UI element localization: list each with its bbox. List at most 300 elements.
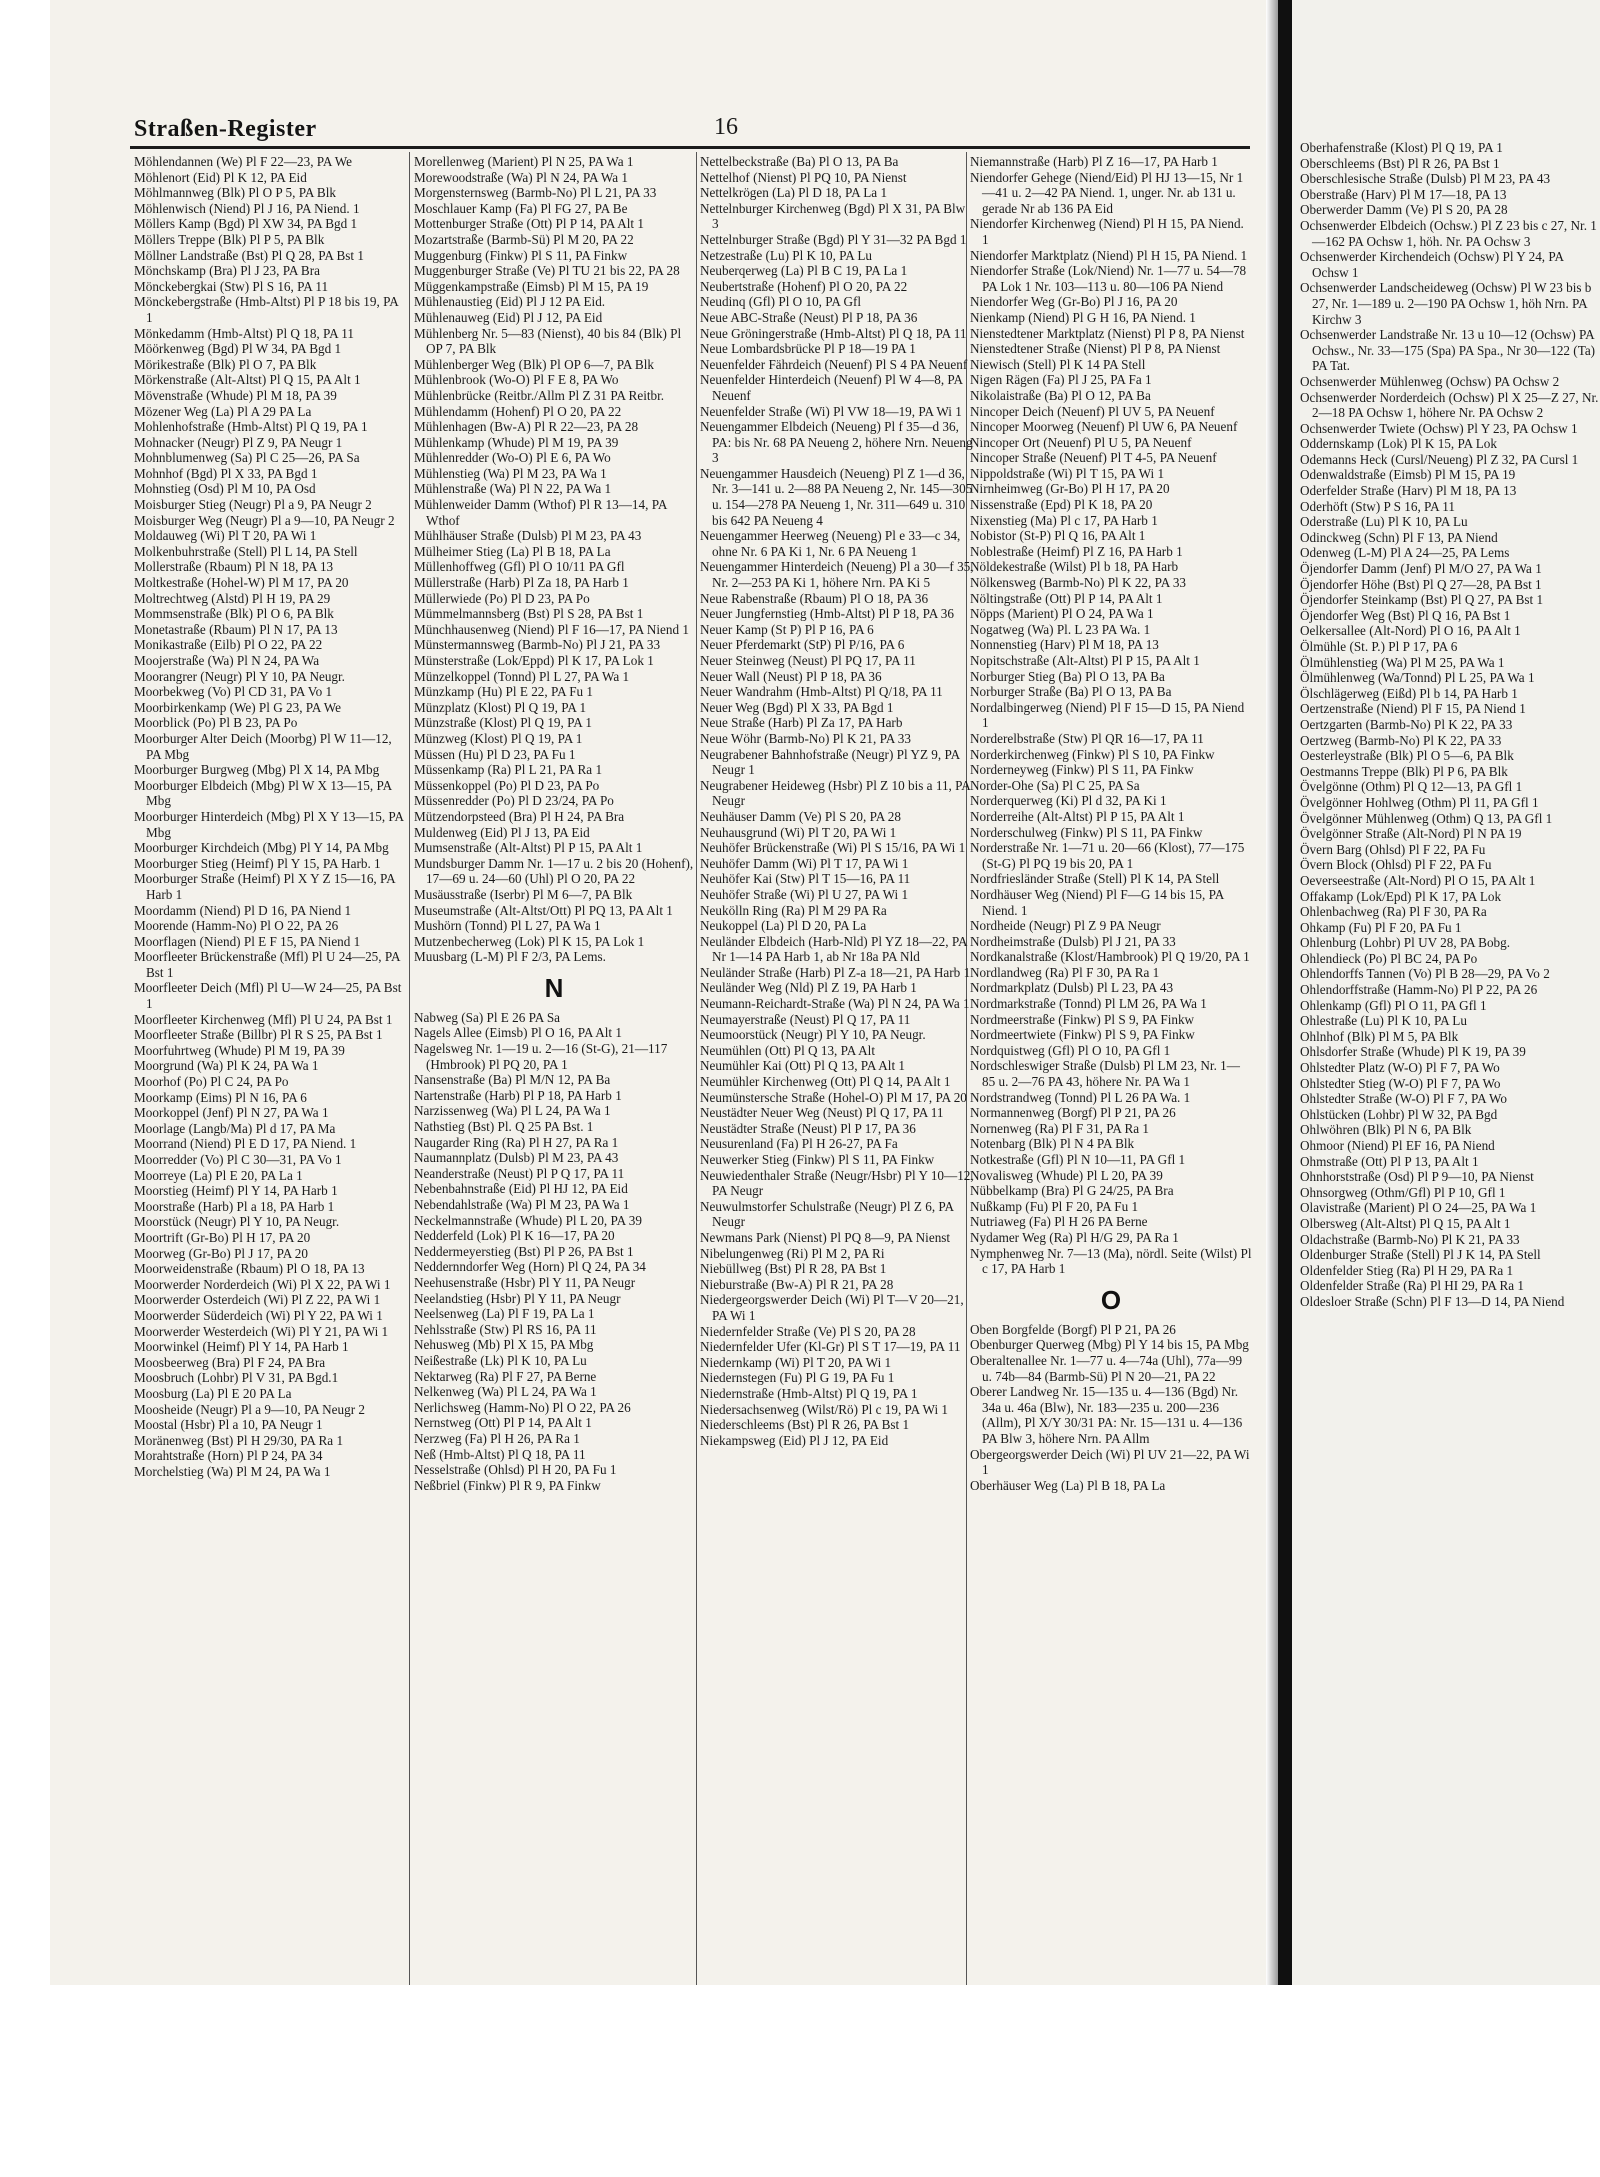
street-entry: Nedderfeld (Lok) Pl K 16—17, PA 20 (414, 1228, 615, 1244)
street-entry: Övelgönne (Othm) Pl Q 12—13, PA Gfl 1 (1300, 779, 1523, 795)
street-entry: Neuländer Elbdeich (Harb-Nld) Pl YZ 18—22, PA Nr 1—14 PA Harb 1, ab Nr 18a PA Nld (700, 933, 967, 965)
street-entry: Neuländer Straße (Harb) Pl Z-a 18—21, PA Harb 1 (700, 964, 971, 980)
street-entry: Norderquerweg (Ki) Pl d 32, PA Ki 1 (970, 793, 1167, 809)
street-entry: Moorstieg (Heimf) Pl Y 14, PA Harb 1 (134, 1183, 338, 1199)
street-entry: Moltrechtweg (Alstd) Pl H 19, PA 29 (134, 590, 331, 606)
street-entry: Nebendahlstraße (Wa) Pl M 23, PA Wa 1 (414, 1197, 630, 1212)
street-entry: Neuer Weg (Bgd) Pl X 33, PA Bgd 1 (700, 699, 894, 715)
street-entry: Niedergeorgswerder Deich (Wi) Pl T—V 20—21, PA Wi 1 (700, 1292, 964, 1323)
street-entry: Nordfriesländer Straße (Stell) Pl K 14, PA Stell (970, 871, 1220, 887)
street-entry: Moorbekweg (Vo) Pl CD 31, PA Vo 1 (134, 684, 333, 700)
street-entry: Moorhof (Po) Pl C 24, PA Po (134, 1074, 289, 1090)
street-entry: Ohlstedter Platz (W-O) Pl F 7, PA Wo (1300, 1060, 1500, 1076)
street-entry: Mozartstraße (Barmb-Sü) Pl M 20, PA 22 (414, 231, 634, 247)
street-entry: Müssenkoppel (Po) Pl D 23, PA Po (414, 777, 600, 793)
street-entry: Neuwiedenthaler Straße (Neugr/Hsbr) Pl Y 10—12, PA Neugr (700, 1167, 974, 1199)
street-entry: Neuengammer Hausdeich (Neueng) Pl Z 1—d 36, Nr. 3—141 u. 2—88 PA Neueng 2, Nr. 145—305 u. 154—278 PA Neueng 1, Nr. 311—649 u. 310 bis 642 PA Neueng 4 (700, 465, 973, 528)
street-entry: Münchhausenweg (Niend) Pl F 16—17, PA Niend 1 (414, 621, 689, 637)
street-entry: Neue Straße (Harb) Pl Za 17, PA Harb (700, 715, 903, 731)
street-entry: Nordmarkstraße (Tonnd) Pl LM 26, PA Wa 1 (970, 996, 1207, 1012)
street-entry: Neuer Steinweg (Neust) Pl PQ 17, PA 11 (700, 653, 916, 668)
street-entry: Moisburger Weg (Neugr) Pl a 9—10, PA Neugr 2 (134, 512, 395, 528)
street-entry: Mühlenweider Damm (Wthof) Pl R 13—14, PA Wthof (414, 497, 667, 528)
street-entry: Nathstieg (Bst) Pl. Q 25 PA Bst. 1 (414, 1119, 594, 1135)
street-entry: Oldenfelder Stieg (Ra) Pl H 29, PA Ra 1 (1300, 1262, 1514, 1278)
street-entry: Oberhafenstraße (Klost) Pl Q 19, PA 1 (1300, 140, 1503, 155)
street-entry: Moosburg (La) Pl E 20 PA La (134, 1385, 292, 1401)
street-entry: Möhlmannweg (Blk) Pl O P 5, PA Blk (134, 185, 336, 201)
street-entry: Nordkanalstraße (Klost/Hambrook) Pl Q 19/20, PA 1 (970, 949, 1250, 965)
street-entry: Nincoper Moorweg (Neuenf) Pl UW 6, PA Neuenf (970, 419, 1238, 435)
street-entry: Morgensternsweg (Barmb-No) Pl L 21, PA 33 (414, 185, 657, 201)
street-entry: Neanderstraße (Neust) Pl P Q 17, PA 11 (414, 1165, 625, 1181)
street-entry: Ochsenwerder Elbdeich (Ochsw.) Pl Z 23 bis c 27, Nr. 1—162 PA Ochsw 1, höh. Nr. PA Ochsw 3 (1300, 217, 1597, 249)
street-entry: Oldachstraße (Barmb-No) Pl K 21, PA 33 (1300, 1231, 1520, 1247)
street-entry: Ochsenwerder Norderdeich (Ochsw) Pl X 25—Z 27, Nr. 2—18 PA Ochsw 1, höhere Nr. PA Ochsw 2 (1300, 389, 1599, 421)
street-entry: Nordmeertwiete (Finkw) Pl S 9, PA Finkw (970, 1027, 1195, 1043)
street-entry: Nigen Rägen (Fa) Pl J 25, PA Fa 1 (970, 372, 1152, 388)
street-entry: Nöldekestraße (Wilst) Pl b 18, PA Harb (970, 559, 1179, 575)
street-entry: Mörkenstraße (Alt-Altst) Pl Q 15, PA Alt 1 (134, 372, 361, 388)
street-entry: Nettelhof (Nienst) Pl PQ 10, PA Nienst (700, 169, 907, 185)
street-entry: Moorburger Burgweg (Mbg) Pl X 14, PA Mbg (134, 762, 380, 778)
street-entry: Mönckebergstraße (Hmb-Altst) Pl P 18 bis 19, PA 1 (134, 294, 398, 325)
street-entry: Moosbruch (Lohbr) Pl V 31, PA Bgd.1 (134, 1370, 339, 1386)
column-3 (700, 154, 974, 1989)
street-entry: Olavistraße (Marient) Pl O 24—25, PA Wa 1 (1300, 1200, 1537, 1216)
street-entry: Ohmstraße (Ott) Pl P 13, PA Alt 1 (1300, 1153, 1479, 1169)
column-1 (134, 154, 406, 1989)
street-entry: Nernstweg (Ott) Pl P 14, PA Alt 1 (414, 1415, 592, 1431)
street-entry: Novalisweg (Whude) Pl L 20, PA 39 (970, 1167, 1163, 1183)
street-entry: Morahtstraße (Horn) Pl P 24, PA 34 (134, 1448, 323, 1464)
street-entry: Oberwerder Damm (Ve) Pl S 20, PA 28 (1300, 202, 1508, 218)
street-entry: Mönkedamm (Hmb-Altst) Pl Q 18, PA 11 (134, 325, 354, 341)
street-entry: Neue Gröningerstraße (Hmb-Altst) Pl Q 18, PA 11 (700, 325, 967, 341)
street-entry: Müssenkamp (Ra) Pl L 21, PA Ra 1 (414, 762, 603, 778)
street-entry: Oderfelder Straße (Harv) Pl M 18, PA 13 (1300, 483, 1517, 499)
street-entry: Molkenbuhrstraße (Stell) Pl L 14, PA Stell (134, 543, 358, 559)
street-entry: Ohnsorgweg (Othm/Gfl) Pl P 10, Gfl 1 (1300, 1184, 1506, 1200)
street-entry: Monetastraße (Rbaum) Pl N 17, PA 13 (134, 621, 338, 637)
street-entry: Nymphenweg Nr. 7—13 (Ma), nördl. Seite (Wilst) Pl c 17, PA Harb 1 (970, 1245, 1252, 1277)
street-entry: Neumühler Kai (Ott) Pl Q 13, PA Alt 1 (700, 1058, 906, 1074)
street-entry: Moorfleeter Brückenstraße (Mfl) Pl U 24—25, PA Bst 1 (134, 949, 400, 980)
street-entry: Neustädter Neuer Weg (Neust) Pl Q 17, PA 11 (700, 1105, 944, 1121)
street-entry: Niederschleems (Bst) Pl R 26, PA Bst 1 (700, 1417, 910, 1433)
street-entry: Neuländer Weg (Nld) Pl Z 19, PA Harb 1 (700, 980, 917, 996)
scan-margin-left (0, 0, 50, 2177)
street-entry: Nehusweg (Mb) Pl X 15, PA Mbg (414, 1337, 594, 1353)
street-entry: Ohlenbachweg (Ra) Pl F 30, PA Ra (1300, 904, 1487, 920)
street-entry: Mushörn (Tonnd) Pl L 27, PA Wa 1 (414, 918, 601, 934)
street-entry: Münzweg (Klost) Pl Q 19, PA 1 (414, 730, 583, 746)
street-entry: Münzkamp (Hu) Pl E 22, PA Fu 1 (414, 684, 594, 700)
street-entry: Moosheide (Neugr) Pl a 9—10, PA Neugr 2 (134, 1401, 366, 1417)
street-entry: Nobistor (St-P) Pl Q 16, PA Alt 1 (970, 528, 1146, 544)
street-entry: Muggenburger Straße (Ve) Pl TU 21 bis 22, PA 28 (414, 263, 680, 279)
street-entry: Oben Borgfelde (Borgf) Pl P 21, PA 26 (970, 1321, 1176, 1337)
street-entry: Mühlenkamp (Whude) Pl M 19, PA 39 (414, 434, 619, 450)
street-entry: Ohmoor (Niend) Pl EF 16, PA Niend (1300, 1138, 1495, 1153)
street-entry: Neusurenland (Fa) Pl H 26-27, PA Fa (700, 1136, 898, 1152)
street-entry: Ochsenwerder Landscheideweg (Ochsw) Pl W 23 bis b 27, Nr. 1—189 u. 2—190 PA Ochsw 1, höh Nrn. PA Kirchw 3 (1300, 280, 1592, 327)
street-entry: Ohlstedter Stieg (W-O) Pl F 7, PA Wo (1300, 1075, 1501, 1091)
street-entry: Ölmühle (St. P.) Pl P 17, PA 6 (1300, 639, 1458, 654)
street-entry: Naugarder Ring (Ra) Pl H 27, PA Ra 1 (414, 1134, 619, 1150)
street-entry: Moorwerder Osterdeich (Wi) Pl Z 22, PA Wi 1 (134, 1292, 381, 1308)
street-entry: Ohlendorffstraße (Hamm-No) Pl P 22, PA 26 (1300, 982, 1538, 998)
street-entry: Nabweg (Sa) Pl E 26 PA Sa (414, 1009, 561, 1025)
street-entry: Neumayerstraße (Neust) Pl Q 17, PA 11 (700, 1011, 911, 1027)
street-entry: Nordheimstraße (Dulsb) Pl J 21, PA 33 (970, 933, 1176, 949)
street-entry: Moorflagen (Niend) Pl E F 15, PA Niend 1 (134, 933, 361, 949)
street-entry: Niemannstraße (Harb) Pl Z 16—17, PA Harb 1 (970, 154, 1218, 169)
street-entry: Ohkamp (Fu) Pl F 20, PA Fu 1 (1300, 919, 1462, 935)
street-entry: Müllerwiede (Po) Pl D 23, PA Po (414, 590, 590, 606)
street-entry: Ohlsdorfer Straße (Whude) Pl K 19, PA 39 (1300, 1044, 1526, 1060)
street-entry: Nincoper Deich (Neuenf) Pl UV 5, PA Neuenf (970, 403, 1215, 419)
street-entry: Niedernstegen (Fu) Pl G 19, PA Fu 1 (700, 1370, 895, 1386)
column-5-cropped (1300, 140, 1600, 1975)
street-entry: Moostal (Hsbr) Pl a 10, PA Neugr 1 (134, 1417, 323, 1433)
street-entry: Ohlenkamp (Gfl) Pl O 11, PA Gfl 1 (1300, 997, 1487, 1013)
street-entry: Neugrabener Heideweg (Hsbr) Pl Z 10 bis a 11, PA Neugr (700, 777, 971, 809)
page-title: Straßen-Register (134, 116, 317, 142)
street-entry: Monikastraße (Eilb) Pl O 22, PA 22 (134, 637, 323, 653)
street-entry: Ölmühlenweg (Wa/Tonnd) Pl L 25, PA Wa 1 (1300, 670, 1535, 686)
street-entry: Nordstrandweg (Tonnd) Pl L 26 PA Wa. 1 (970, 1089, 1191, 1105)
column-divider (409, 152, 410, 1988)
street-entry: Neue Rabenstraße (Rbaum) Pl O 18, PA 36 (700, 590, 929, 606)
street-entry: Moorburger Alter Deich (Moorbg) Pl W 11—12, PA Mbg (134, 730, 392, 762)
street-entry: Neue Wöhr (Barmb-No) Pl K 21, PA 33 (700, 730, 911, 746)
street-entry: Nissenstraße (Epd) Pl K 18, PA 20 (970, 497, 1153, 513)
street-entry: Mohnhof (Bgd) Pl X 33, PA Bgd 1 (134, 465, 318, 481)
street-entry: Mühlhäuser Straße (Dulsb) Pl M 23, PA 43 (414, 528, 642, 544)
street-entry: Mühlenstraße (Wa) Pl N 22, PA Wa 1 (414, 481, 612, 497)
street-entry: Niedersachsenweg (Wilst/Rö) Pl c 19, PA Wi 1 (700, 1401, 949, 1417)
street-entry: Norderreihe (Alt-Altst) Pl P 15, PA Alt 1 (970, 808, 1185, 824)
street-entry: Nieburstraße (Bw-A) Pl R 21, PA 28 (700, 1276, 894, 1292)
street-entry: Mollerstraße (Rbaum) Pl N 18, PA 13 (134, 559, 334, 575)
street-entry: Neehusenstraße (Hsbr) Pl Y 11, PA Neugr (414, 1274, 636, 1290)
street-entry: Münstermannsweg (Barmb-No) Pl J 21, PA 33 (414, 637, 661, 653)
street-entry: Mohlenhofstraße (Hmb-Altst) Pl Q 19, PA 1 (134, 419, 368, 435)
street-entry: Norderneyweg (Finkw) Pl S 11, PA Finkw (970, 762, 1194, 778)
street-entry: Odinckweg (Schn) Pl F 13, PA Niend (1300, 529, 1498, 545)
street-entry: Morewoodstraße (Wa) Pl N 24, PA Wa 1 (414, 169, 628, 185)
street-entry: Nehlsstraße (Stw) Pl RS 16, PA 11 (414, 1321, 597, 1337)
street-entry: Moorkamp (Eims) Pl N 16, PA 6 (134, 1089, 307, 1105)
street-entry: Moorstück (Neugr) Pl Y 10, PA Neugr. (134, 1214, 340, 1230)
street-entry: Mutzenbecherweg (Lok) Pl K 15, PA Lok 1 (414, 933, 645, 949)
street-entry: Mühlenbrook (Wo-O) Pl F E 8, PA Wo (414, 372, 619, 388)
street-entry: Nixenstieg (Ma) Pl c 17, PA Harb 1 (970, 512, 1158, 528)
street-entry: Nektarweg (Ra) Pl F 27, PA Berne (414, 1368, 597, 1384)
street-entry: Övelgönner Straße (Alt-Nord) Pl N PA 19 (1300, 826, 1522, 842)
street-entry: Moorburger Elbdeich (Mbg) Pl W X 13—15, PA Mbg (134, 777, 392, 809)
street-entry: Moorwerder Süderdeich (Wi) Pl Y 22, PA Wi 1 (134, 1307, 383, 1323)
street-entry: Nettelbeckstraße (Ba) Pl O 13, PA Ba (700, 154, 899, 169)
street-entry: Oertzgarten (Barmb-No) Pl K 22, PA 33 (1300, 716, 1513, 732)
street-entry: Möllers Kamp (Bgd) Pl XW 34, PA Bgd 1 (134, 216, 358, 232)
street-entry: Nerlichsweg (Hamm-No) Pl O 22, PA 26 (414, 1399, 631, 1415)
street-entry: Neckelmannstraße (Whude) Pl L 20, PA 39 (414, 1212, 642, 1228)
street-entry: Moorwerder Norderdeich (Wi) Pl X 22, PA Wi 1 (134, 1276, 391, 1292)
street-entry: Mottenburger Straße (Ott) Pl P 14, PA Alt 1 (414, 216, 644, 232)
street-entry: Moorfleeter Deich (Mfl) Pl U—W 24—25, PA Bst 1 (134, 980, 402, 1012)
street-entry: Moorkoppel (Jenf) Pl N 27, PA Wa 1 (134, 1105, 329, 1121)
street-entry: Naumannplatz (Dulsb) Pl M 23, PA 43 (414, 1150, 619, 1166)
street-entry: Nordhäuser Weg (Niend) Pl F—G 14 bis 15, PA Niend. 1 (970, 886, 1224, 918)
street-entry: Nettelnburger Straße (Bgd) Pl Y 31—32 PA Bgd 1 (700, 231, 967, 247)
street-entry: Neuenfelder Straße (Wi) Pl VW 18—19, PA Wi 1 (700, 403, 962, 419)
street-entry: Oesterleystraße (Blk) Pl O 5—6, PA Blk (1300, 748, 1514, 764)
street-entry: Neumünstersche Straße (Hohel-O) Pl M 17, PA 20 (700, 1089, 967, 1105)
street-entry: Mühlenredder (Wo-O) Pl E 6, PA Wo (414, 450, 611, 466)
street-entry: Nincoper Ort (Neuenf) Pl U 5, PA Neuenf (970, 434, 1192, 450)
street-entry: Noblestraße (Heimf) Pl Z 16, PA Harb 1 (970, 543, 1183, 559)
street-entry: Möhlenort (Eid) Pl K 12, PA Eid (134, 169, 307, 185)
street-entry: Mümmelmannsberg (Bst) Pl S 28, PA Bst 1 (414, 606, 644, 622)
street-entry: Oberhäuser Weg (La) Pl B 18, PA La (970, 1477, 1166, 1493)
street-entry: Niedernfelder Ufer (Kl-Gr) Pl S T 17—19, PA 11 (700, 1339, 961, 1355)
street-entry: Neuhöfer Kai (Stw) Pl T 15—16, PA 11 (700, 871, 911, 887)
book-spine (1278, 0, 1292, 1985)
street-entry: Moordamm (Niend) Pl D 16, PA Niend 1 (134, 902, 352, 918)
street-entry: Moorstraße (Harb) Pl a 18, PA Harb 1 (134, 1198, 335, 1214)
street-entry: Nöpps (Marient) Pl O 24, PA Wa 1 (970, 606, 1154, 622)
street-entry: Museumstraße (Alt-Altst/Ott) Pl PQ 13, PA Alt 1 (414, 902, 673, 918)
street-entry: Müllenhoffweg (Gfl) Pl O 10/11 PA Gfl (414, 559, 625, 575)
street-entry: Muldenweg (Eid) Pl J 13, PA Eid (414, 824, 590, 840)
street-entry: Möllers Treppe (Blk) Pl P 5, PA Blk (134, 231, 325, 247)
street-entry: Neuenfelder Hinterdeich (Neuenf) Pl W 4—8, PA Neuenf (700, 372, 963, 403)
street-entry: Oderhöft (Stw) P S 16, PA 11 (1300, 498, 1455, 514)
street-entry: Oddernskamp (Lok) Pl K 15, PA Lok (1300, 436, 1497, 452)
street-entry: Neuhöfer Straße (Wi) Pl U 27, PA Wi 1 (700, 886, 909, 902)
street-entry: Ohlestraße (Lu) Pl K 10, PA Lu (1300, 1013, 1467, 1029)
street-entry: Nordschleswiger Straße (Dulsb) Pl LM 23, Nr. 1—85 u. 2—76 PA 43, höhere Nr. PA Wa 1 (970, 1058, 1240, 1090)
street-entry: Netzestraße (Lu) Pl K 10, PA Lu (700, 247, 873, 263)
street-entry: Nornenweg (Ra) Pl F 31, PA Ra 1 (970, 1120, 1150, 1136)
column-divider (696, 152, 697, 1988)
street-entry: Moojerstraße (Wa) Pl N 24, PA Wa (134, 653, 320, 668)
street-entry: Nordquistweg (Gfl) Pl O 10, PA Gfl 1 (970, 1042, 1171, 1058)
street-entry: Neustädter Straße (Neust) Pl P 17, PA 36 (700, 1120, 916, 1136)
street-entry: Moorburger Stieg (Heimf) Pl Y 15, PA Harb. 1 (134, 855, 381, 871)
street-entry: Ohlendieck (Po) Pl BC 24, PA Po (1300, 950, 1478, 966)
street-entry: Moränenweg (Bst) Pl H 29/30, PA Ra 1 (134, 1432, 344, 1448)
street-entry: Öjendorfer Weg (Bst) Pl Q 16, PA Bst 1 (1300, 607, 1511, 623)
street-entry: Neudinq (Gfl) Pl O 10, PA Gfl (700, 294, 862, 310)
street-entry: Moortrift (Gr-Bo) Pl H 17, PA 20 (134, 1229, 311, 1245)
street-entry: Moorlage (Langb/Ma) Pl d 17, PA Ma (134, 1120, 336, 1136)
street-entry: Ohnhorststraße (Osd) Pl P 9—10, PA Nienst (1300, 1169, 1534, 1185)
street-entry: Nordmarkplatz (Dulsb) Pl L 23, PA 43 (970, 980, 1174, 996)
street-entry: Nibelungenweg (Ri) Pl M 2, PA Ri (700, 1245, 885, 1261)
street-entry: Offakamp (Lok/Epd) Pl K 17, PA Lok (1300, 888, 1502, 904)
street-entry: Mühlenbrücke (Reitbr./Allm Pl Z 31 PA Reitbr. (414, 387, 665, 403)
street-entry: Moisburger Stieg (Neugr) Pl a 9, PA Neugr 2 (134, 497, 372, 513)
street-entry: Neuengammer Hinterdeich (Neueng) Pl a 30—f 35, Nr. 2—253 PA Ki 1, höhere Nrn. PA Ki 5 (700, 559, 974, 591)
street-entry: Neuer Kamp (St P) Pl P 16, PA 6 (700, 621, 874, 637)
street-entry: Neuwerker Stieg (Finkw) Pl S 11, PA Finkw (700, 1152, 935, 1167)
street-entry: Neue ABC-Straße (Neust) Pl P 18, PA 36 (700, 309, 918, 325)
street-entry: Neuer Wandrahm (Hmb-Altst) Pl Q/18, PA 11 (700, 684, 943, 700)
street-entry: Norburger Stieg (Ba) Pl O 13, PA Ba (970, 668, 1165, 684)
header-rule (130, 146, 1250, 149)
section-letter: N (544, 972, 564, 1003)
street-entry: Neuer Wall (Neust) Pl P 18, PA 36 (700, 668, 882, 684)
street-entry: Neelandstieg (Hsbr) Pl Y 11, PA Neugr (414, 1290, 621, 1306)
street-entry: Mohnblumenweg (Sa) Pl C 25—26, PA Sa (134, 450, 360, 466)
street-entry: Mühlenhagen (Bw-A) Pl R 22—23, PA 28 (414, 419, 639, 435)
street-entry: Moorfleeter Kirchenweg (Mfl) Pl U 24, PA Bst 1 (134, 1011, 393, 1027)
street-entry: Moorblick (Po) Pl B 23, PA Po (134, 715, 298, 731)
street-entry: Moorburger Straße (Heimf) Pl X Y Z 15—16, PA Harb 1 (134, 871, 395, 902)
street-entry: Nordlandweg (Ra) Pl F 30, PA Ra 1 (970, 964, 1160, 980)
street-entry: Newmans Park (Nienst) Pl PQ 8—9, PA Nienst (700, 1229, 951, 1245)
street-entry: Narzissenweg (Wa) Pl L 24, PA Wa 1 (414, 1103, 611, 1119)
street-entry: Moorfleeter Straße (Billbr) Pl R S 25, PA Bst 1 (134, 1027, 383, 1043)
street-entry: Moschlauer Kamp (Fa) Pl FG 27, PA Be (414, 200, 628, 216)
street-entry: Nelkenweg (Wa) Pl L 24, PA Wa 1 (414, 1384, 597, 1400)
street-entry: Mövenstraße (Whude) Pl M 18, PA 39 (134, 387, 337, 403)
street-entry: Oberstraße (Harv) Pl M 17—18, PA 13 (1300, 186, 1507, 202)
street-entry: Ochsenwerder Landstraße Nr. 13 u 10—12 (Ochsw) PA Ochsw., Nr. 33—175 (Spa) PA Spa., Nr 30—122 (Ta) PA Tat. (1300, 327, 1596, 374)
street-entry: Övern Barg (Ohlsd) Pl F 22, PA Fu (1300, 841, 1486, 857)
street-entry: Ochsenwerder Kirchendeich (Ochsw) Pl Y 24, PA Ochsw 1 (1300, 249, 1564, 280)
street-entry: Öjendorfer Damm (Jenf) Pl M/O 27, PA Wa 1 (1300, 561, 1542, 577)
column-2 (414, 154, 694, 1989)
street-entry: Neumoorstück (Neugr) Pl Y 10, PA Neugr. (700, 1027, 926, 1043)
street-entry: Mühlenaustieg (Eid) Pl J 12 PA Eid. (414, 294, 606, 310)
street-entry: Münzstraße (Klost) Pl Q 19, PA 1 (414, 715, 592, 731)
street-entry: Oberer Landweg Nr. 15—135 u. 4—136 (Bgd) Nr. 34a u. 46a (Blw), Nr. 183—235 u. 200—236 (Allm), Pl X/Y 30/31 PA: Nr. 15—131 u. 4—136 PA Blw 3, höhere Nrn. PA Allm (970, 1384, 1243, 1446)
street-entry: Nagelsweg Nr. 1—19 u. 2—16 (St-G), 21—117 (Hmbrook) Pl PQ 20, PA 1 (414, 1041, 668, 1072)
street-entry: Mözener Weg (La) Pl A 29 PA La (134, 403, 312, 419)
street-entry: Morellenweg (Marient) Pl N 25, PA Wa 1 (414, 154, 634, 169)
street-entry: Niendorfer Gehege (Niend/Eid) Pl HJ 13—15, Nr 1—41 u. 2—42 PA Niend. 1, unger. Nr. ab 131 u. gerade Nr ab 136 PA Eid (970, 169, 1244, 216)
street-entry: Nordheide (Neugr) Pl Z 9 PA Neugr (970, 918, 1161, 934)
street-entry: Neßbriel (Finkw) Pl R 9, PA Finkw (414, 1477, 601, 1493)
street-entry: Neuer Pferdemarkt (StP) Pl P/16, PA 6 (700, 637, 905, 653)
street-entry: Nußkamp (Fu) Pl F 20, PA Fu 1 (970, 1198, 1139, 1214)
street-entry: Moosbeerweg (Bra) Pl F 24, PA Bra (134, 1354, 326, 1370)
street-entry: Nienkamp (Niend) Pl G H 16, PA Niend. 1 (970, 309, 1196, 325)
street-entry: Nutriaweg (Fa) Pl H 26 PA Berne (970, 1214, 1148, 1230)
street-entry: Nordmeerstraße (Finkw) Pl S 9, PA Finkw (970, 1011, 1195, 1027)
street-entry: Neumühler Kirchenweg (Ott) Pl Q 14, PA Alt 1 (700, 1074, 951, 1090)
street-entry: Obergeorgswerder Deich (Wi) Pl UV 21—22, PA Wi 1 (970, 1446, 1250, 1478)
street-entry: Niedernkamp (Wi) Pl T 20, PA Wi 1 (700, 1354, 892, 1370)
street-entry: Nincoper Straße (Neuenf) Pl T 4-5, PA Neuenf (970, 450, 1217, 466)
street-entry: Niekampsweg (Eid) Pl J 12, PA Eid (700, 1432, 889, 1448)
street-entry: Oderstraße (Lu) Pl K 10, PA Lu (1300, 514, 1468, 530)
street-entry: Nikolaistraße (Ba) Pl O 12, PA Ba (970, 387, 1151, 403)
street-entry: Nöltingstraße (Ott) Pl P 14, PA Alt 1 (970, 590, 1163, 606)
street-entry: Nettelkrögen (La) Pl D 18, PA La 1 (700, 185, 888, 201)
street-entry: Moldauweg (Wi) Pl T 20, PA Wi 1 (134, 528, 317, 544)
street-entry: Moltkestraße (Hohel-W) Pl M 17, PA 20 (134, 575, 349, 591)
street-entry: Olbersweg (Alt-Altst) Pl Q 15, PA Alt 1 (1300, 1215, 1511, 1231)
street-entry: Nölkensweg (Barmb-No) Pl K 22, PA 33 (970, 575, 1187, 591)
street-entry: Niebüllweg (Bst) Pl R 28, PA Bst 1 (700, 1261, 887, 1277)
street-entry: Nienstedtener Straße (Nienst) Pl P 8, PA Nienst (970, 341, 1221, 357)
street-entry: Nydamer Weg (Ra) Pl H/G 29, PA Ra 1 (970, 1229, 1179, 1245)
street-entry: Oldesloer Straße (Schn) Pl F 13—D 14, PA Niend (1300, 1293, 1565, 1309)
street-entry: Morchelstieg (Wa) Pl M 24, PA Wa 1 (134, 1463, 331, 1479)
street-entry: Niendorfer Straße (Lok/Niend) Nr. 1—77 u. 54—78 PA Lok 1 Nr. 103—113 u. 80—106 PA Niend (970, 263, 1247, 294)
street-entry: Neugrabener Bahnhofstraße (Neugr) Pl YZ 9, PA Neugr 1 (700, 746, 960, 778)
street-entry: Oberschlesische Straße (Dulsb) Pl M 23, PA 43 (1300, 171, 1551, 187)
street-entry: Norburger Straße (Ba) Pl O 13, PA Ba (970, 684, 1172, 700)
street-entry: Neuenfelder Fährdeich (Neuenf) Pl S 4 PA Neuenf (700, 356, 968, 372)
scan-margin-bottom (0, 1985, 1600, 2177)
street-entry: Neukölln Ring (Ra) Pl M 29 PA Ra (700, 902, 887, 918)
street-entry: Neukoppel (La) Pl D 20, PA La (700, 918, 867, 934)
street-entry: Notenbarg (Blk) Pl N 4 PA Blk (970, 1136, 1135, 1152)
street-entry: Moorredder (Vo) Pl C 30—31, PA Vo 1 (134, 1152, 342, 1167)
street-entry: Neubertstraße (Hohenf) Pl O 20, PA 22 (700, 278, 908, 294)
street-entry: Nirnheimweg (Gr-Bo) Pl H 17, PA 20 (970, 481, 1170, 497)
street-entry: Möllner Landstraße (Bst) Pl Q 28, PA Bst 1 (134, 247, 364, 263)
street-entry: Münsterstraße (Lok/Eppd) Pl K 17, PA Lok 1 (414, 653, 654, 668)
street-entry: Normannenweg (Borgf) Pl P 21, PA 26 (970, 1105, 1176, 1121)
street-entry: Ohlnhof (Blk) Pl M 5, PA Blk (1300, 1028, 1459, 1044)
street-entry: Moorbirkenkamp (We) Pl G 23, PA We (134, 699, 342, 715)
street-entry: Mumsenstraße (Alt-Altst) Pl P 15, PA Alt 1 (414, 840, 643, 856)
street-entry: Nordalbingerweg (Niend) Pl F 15—D 15, PA Niend 1 (970, 699, 1245, 731)
street-entry: Neuhausgrund (Wi) Pl T 20, PA Wi 1 (700, 824, 897, 840)
page-header (84, 110, 1224, 144)
street-entry: Norderstraße Nr. 1—71 u. 20—66 (Klost), 77—175 (St-G) Pl PQ 19 bis 20, PA 1 (970, 840, 1245, 871)
street-entry: Notkestraße (Gfl) Pl N 10—11, PA Gfl 1 (970, 1152, 1186, 1167)
street-entry: Niendorfer Weg (Gr-Bo) Pl J 16, PA 20 (970, 294, 1178, 310)
street-entry: Nebenbahnstraße (Eid) Pl HJ 12, PA Eid (414, 1181, 628, 1197)
street-entry: Nartenstraße (Harb) Pl P 18, PA Harb 1 (414, 1087, 622, 1103)
street-entry: Ölschlägerweg (Eißd) Pl b 14, PA Harb 1 (1300, 685, 1518, 701)
street-entry: Mühlenstieg (Wa) Pl M 23, PA Wa 1 (414, 465, 607, 481)
street-entry: Oelkersallee (Alt-Nord) Pl O 16, PA Alt 1 (1300, 623, 1521, 639)
street-entry: Oldenfelder Straße (Ra) Pl HI 29, PA Ra 1 (1300, 1278, 1525, 1294)
street-entry: Mühlenberg Nr. 5—83 (Nienst), 40 bis 84 (Blk) Pl OP 7, PA Blk (414, 325, 682, 357)
street-entry: Odemanns Heck (Cursl/Neueng) Pl Z 32, PA Cursl 1 (1300, 451, 1579, 467)
street-entry: Müssen (Hu) Pl D 23, PA Fu 1 (414, 746, 576, 762)
street-entry: Ohlenburg (Lohbr) Pl UV 28, PA Bobg. (1300, 935, 1511, 951)
street-entry: Möhlendannen (We) Pl F 22—23, PA We (134, 154, 353, 169)
street-entry: Moorwerder Westerdeich (Wi) Pl Y 21, PA Wi 1 (134, 1323, 389, 1339)
column-4 (970, 154, 1252, 1989)
street-entry: Mundsburger Damm Nr. 1—17 u. 2 bis 20 (Hohenf), 17—69 u. 24—60 (Uhl) Pl O 20, PA 22 (414, 855, 694, 887)
street-entry: Norderschulweg (Finkw) Pl S 11, PA Finkw (970, 824, 1203, 840)
street-entry: Övern Block (Ohlsd) Pl F 22, PA Fu (1300, 857, 1492, 873)
street-entry: Ochsenwerder Twiete (Ochsw) Pl Y 23, PA Ochsw 1 (1300, 420, 1578, 436)
street-entry: Nienstedtener Marktplatz (Nienst) Pl P 8, PA Nienst (970, 325, 1245, 341)
street-entry: Nerzweg (Fa) Pl H 26, PA Ra 1 (414, 1430, 580, 1446)
street-entry: Norderkirchenweg (Finkw) Pl S 10, PA Finkw (970, 746, 1215, 762)
street-entry: Odenwaldstraße (Eimsb) Pl M 15, PA 19 (1300, 467, 1516, 483)
street-entry: Öjendorfer Steinkamp (Bst) Pl Q 27, PA Bst 1 (1300, 592, 1544, 608)
street-entry: Nesselstraße (Ohlsd) Pl H 20, PA Fu 1 (414, 1462, 617, 1478)
street-entry: Niedernfelder Straße (Ve) Pl S 20, PA 28 (700, 1323, 916, 1339)
street-entry: Ohlstedter Straße (W-O) Pl F 7, PA Wo (1300, 1091, 1508, 1107)
street-entry: Nippoldstraße (Wi) Pl T 15, PA Wi 1 (970, 465, 1165, 481)
street-entry: Norderelbstraße (Stw) Pl QR 16—17, PA 11 (970, 730, 1204, 746)
street-entry: Neuberqerweg (La) Pl B C 19, PA La 1 (700, 263, 908, 279)
